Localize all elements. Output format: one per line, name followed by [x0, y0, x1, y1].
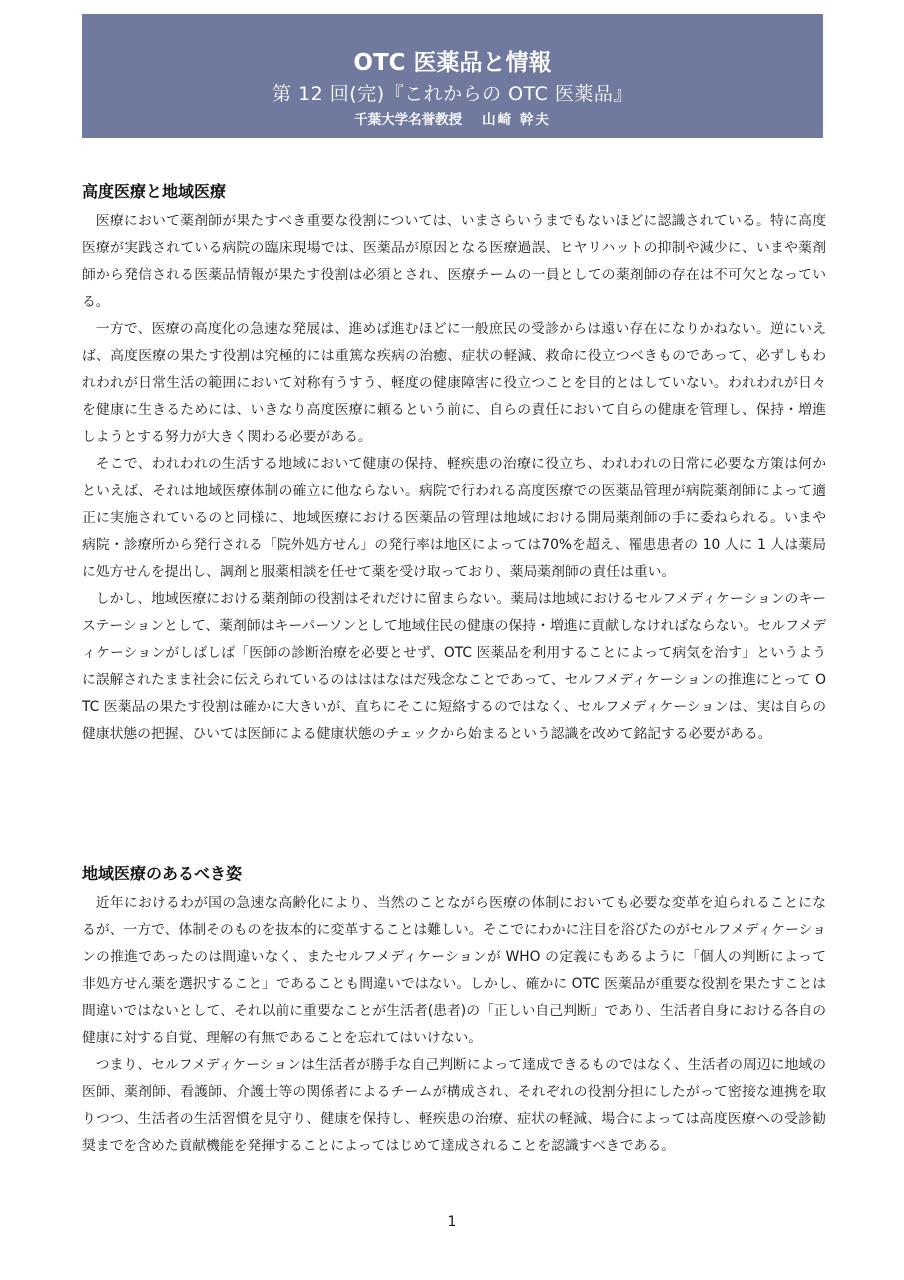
page-number: 1	[447, 1214, 457, 1230]
paragraph: 医療において薬剤師が果たすべき重要な役割については、いまさらいうまでもないほどに認識されている。特に高度医療が実践されている病院の臨床現場では、医薬品が原因となる医療過誤、ヒヤリハットの抑制や減少に、いまや薬剤師から発信される医薬品情報が果たす役割は必須とされ、医療チームの一員としての薬剤師の存在は不可欠となっている。	[82, 213, 826, 310]
author-affiliation: 千葉大学名誉教授	[354, 112, 463, 128]
section-ideal-regional-medicine	[82, 864, 826, 1160]
author-line	[82, 110, 823, 130]
paragraph: 一方で、医療の高度化の急速な発展は、進めば進むほどに一般庶民の受診からは遠い存在になりかねない。逆にいえば、高度医療の果たす役割は究極的には重篤な疾病の治癒、症状の軽減、救命に役立つべきものであって、必ずしもわれわれが日常生活の範囲において対称有うすう、軽度の健康障害に役立つことを目的とはしていない。われわれが日々を健康に生きるためには、いきなり高度医療に頼るという前に、自らの責任において自らの健康を管理し、保持・増進しようとする努力が大きく関わる必要がある。	[82, 321, 826, 445]
paragraph: つまり、セルフメディケーションは生活者が勝手な自己判断によって達成できるものではなく、生活者の周辺に地域の医師、薬剤師、看護師、介護士等の関係者によるチームが構成され、それぞれの役割分担にしたがって密接な連携を取りつつ、生活者の生活習慣を見守り、健康を保持し、軽疾患の治療、症状の軽減、場合によっては高度医療への受診勧奨までを含めた貢献機能を発揮することによってはじめて達成されることを認識すべきである。	[82, 1057, 826, 1154]
section-heading: 高度医療と地域医療	[82, 182, 227, 201]
section-heading: 地域医療のあるべき姿	[82, 864, 243, 883]
author-name: 山崎 幹夫	[482, 112, 551, 128]
page-title: OTC 医薬品と情報	[353, 50, 552, 76]
paragraph: しかし、地域医療における薬剤師の役割はそれだけに留まらない。薬局は地域におけるセルフメディケーションのキーステーションとして、薬剤師はキーパーソンとして地域住民の健康の保持・増進に貢献しなければならない。セルフメディケーションがしばしば「医師の診断治療を必要とせず、OTC 医薬品を利用することによって病気を治す」というように誤解されたまま社会に伝えられているのはははなはだ残念なことであって、セルフメディケーションの推進にとって OTC 医薬品の果たす役割は確かに大きいが、直ちにそこに短絡するのではなく、セルフメディケーションは、実は自らの健康状態の把握、ひいては医師による健康状態のチェックから始まるという認識を改めて銘記する必要がある。	[82, 591, 826, 742]
paragraph: 近年におけるわが国の急速な高齢化により、当然のことながら医療の体制においても必要な変革を迫られることになるが、一方で、体制そのものを抜本的に変革することは難しい。そこでにわかに注目を浴びたのがセルフメディケーションの推進であったのは間違いなく、またセルフメディケーションが WHO の定義にもあるように「個人の判断によって非処方せん薬を選択すること」であることも間違いではない。しかし、確かに OTC 医薬品が重要な役割を果たすことは間違いではないとして、それ以前に重要なことが生活者(患者)の「正しい自己判断」であり、生活者自身における各自の健康に対する自覚、理解の有無であることを忘れてはいけない。	[82, 895, 826, 1046]
title-banner	[82, 14, 823, 138]
paragraph: そこで、われわれの生活する地域において健康の保持、軽疾患の治療に役立ち、われわれの日常に必要な方策は何かといえば、それは地域医療体制の確立に他ならない。病院で行われる高度医療での医薬品管理が病院薬剤師によって適正に実施されているのと同様に、地域医療における医薬品の管理は地域における開局薬剤師の手に委ねられる。いまや病院・診療所から発行される「院外処方せん」の発行率は地区によっては70%を超え、罹患患者の 10 人に 1 人は薬局に処方せんを提出し、調剤と服薬相談を任せて薬を受け取っており、薬局薬剤師の責任は重い。	[82, 456, 826, 580]
page-subtitle: 第 12 回(完)『これからの OTC 医薬品』	[272, 83, 633, 105]
section-advanced-and-regional-medicine	[82, 182, 826, 748]
